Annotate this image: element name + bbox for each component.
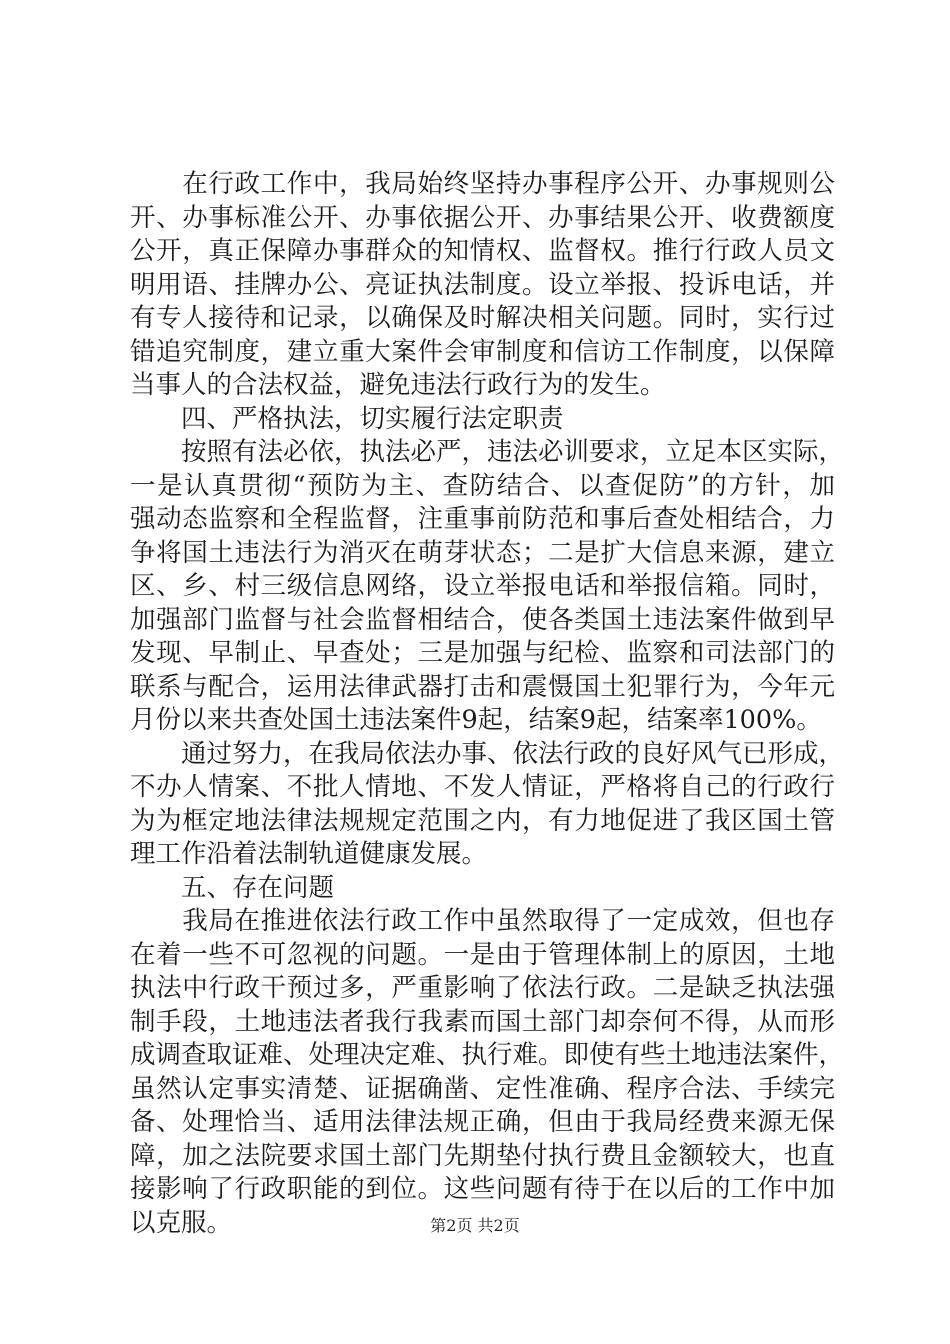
document-body [130,168,845,1240]
text-line: 区、乡、村三级信息网络，设立举报电话和举报信箱。同时， [130,571,835,601]
text-line: 备、处理恰当、适用法律法规正确，但由于我局经费来源无保 [130,1107,835,1137]
text-line: 有专人接待和记录，以确保及时解决相关问题。同时，实行过 [130,303,835,333]
page-footer: 第2页 共2页 [430,1216,520,1235]
text-line: 在着一些不可忽视的问题。一是由于管理体制上的原因，土地 [130,939,835,970]
text-line: 错追究制度，建立重大案件会审制度和信访工作制度，以保障 [130,336,835,367]
text-line: 当事人的合法权益，避免违法行政行为的发生。 [130,370,666,400]
text-line: 不办人情案、不批人情地、不发人情证，严格将自己的行政行 [130,772,835,802]
text-line: 强动态监察和全程监督，注重事前防范和事后查处相结合，力 [130,504,835,534]
text-line: 制手段，土地违法者我行我素而国土部门却奈何不得，从而形 [130,1006,835,1037]
text-line: 我局在推进依法行政工作中虽然取得了一定成效，但也存 [130,906,835,936]
text-line: 理工作沿着法制轨道健康发展。 [130,839,488,869]
text-line: 障，加之法院要求国土部门先期垫付执行费且金额较大，也直 [130,1140,835,1171]
text-line: 开、办事标准公开、办事依据公开、办事结果公开、收费额度 [130,202,835,233]
text-line: 发现、早制止、早查处；三是加强与纪检、监察和司法部门的 [130,638,835,668]
text-line: 月份以来共查处国土违法案件9起，结案9起，结案率100%。 [130,705,822,735]
text-line: 在行政工作中，我局始终坚持办事程序公开、办事规则公 [130,169,835,199]
text-line: 一是认真贯彻“预防为主、查防结合、以查促防”的方针，加 [130,470,835,501]
text-line: 为为框定地法律法规规定范围之内，有力地促进了我区国土管 [130,805,835,836]
text-line: 明用语、挂牌办公、亮证执法制度。设立举报、投诉电话，并 [130,269,835,300]
text-line: 执法中行政干预过多，严重影响了依法行政。二是缺乏执法强 [130,973,835,1003]
text-line: 按照有法必依，执法必严，违法必训要求，立足本区实际， [130,437,845,467]
section-heading: 五、存在问题 [130,872,335,903]
section-heading: 四、严格执法，切实履行法定职责 [130,403,564,434]
text-line: 通过努力，在我局依法办事、依法行政的良好风气已形成， [130,738,845,769]
text-line: 以克服。 [130,1207,233,1238]
text-line: 虽然认定事实清楚、证据确凿、定性准确、程序合法、手续完 [130,1073,835,1104]
text-line: 加强部门监督与社会监督相结合，使各类国土违法案件做到早 [130,604,835,635]
text-line: 接影响了行政职能的到位。这些问题有待于在以后的工作中加 [130,1174,835,1204]
text-line: 争将国土违法行为消灭在萌芽状态；二是扩大信息来源，建立 [130,537,835,568]
text-line: 成调查取证难、处理决定难、执行难。即使有些土地违法案件， [130,1040,845,1070]
text-line: 联系与配合，运用法律武器打击和震慑国土犯罪行为，今年元 [130,671,835,702]
text-line: 公开，真正保障办事群众的知情权、监督权。推行行政人员文 [130,236,835,266]
